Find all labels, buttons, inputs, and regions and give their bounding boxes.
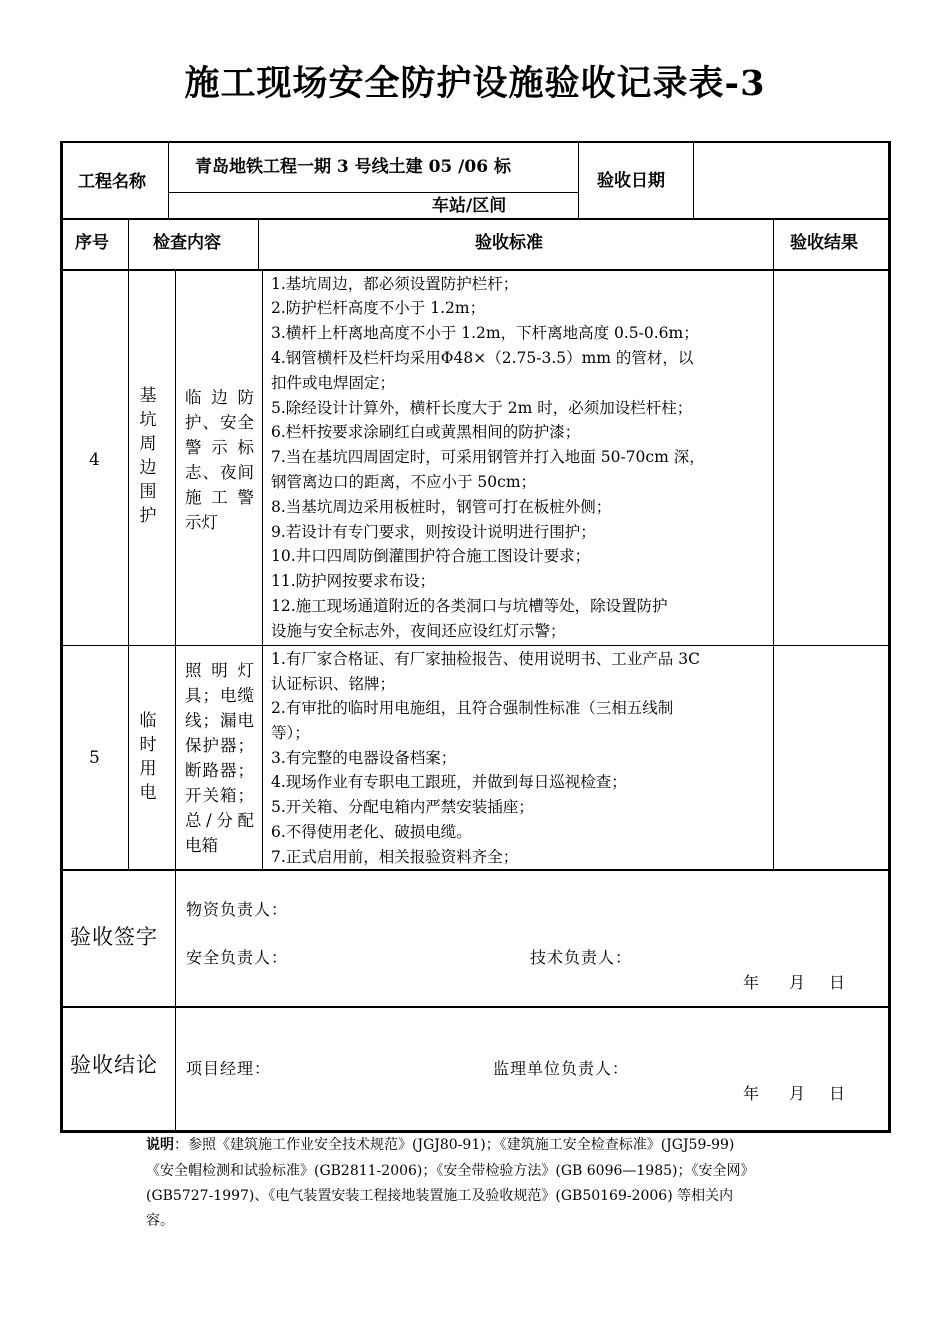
note-line: 《安全帽检测和试验标准》(GB2811-2006)；《安全带检验方法》(GB 6096—1985)；《安全网》 — [146, 1163, 755, 1179]
standard-line: 2.有审批的临时用电施组，且符合强制性标准（三相五线制 — [271, 699, 674, 717]
standard-line: 6.栏杆按要求涂刷红白或黄黑相间的防护漆； — [271, 423, 581, 441]
col-header-check: 检查内容 — [153, 233, 221, 253]
page-title: 施工现场安全防护设施验收记录表-3 — [184, 63, 766, 104]
project-manager-label: 项目经理： — [186, 1059, 272, 1078]
standard-line: 3.有完整的电器设备档案； — [271, 749, 457, 767]
signature-year: 年 — [743, 973, 760, 992]
standard-line: 1.基坑周边，都必须设置防护栏杆； — [271, 275, 519, 293]
standard-line: 设施与安全标志外，夜间还应设红灯示警； — [271, 622, 566, 640]
col-header-standard: 验收标准 — [475, 233, 543, 253]
note-line: 说明：参照《建筑施工作业安全技术规范》(JGJ80-91)；《建筑施工安全检查标准》(JGJ59-99) — [146, 1137, 735, 1153]
signature-month: 月 — [789, 973, 806, 992]
standard-line: 认证标识、铭牌； — [271, 675, 396, 693]
conclusion-month: 月 — [789, 1084, 806, 1103]
standard-line: 等）； — [271, 724, 310, 742]
standard-line: 7.正式启用前，相关报验资料齐全； — [271, 848, 519, 866]
standard-line: 8.当基坑周边采用板桩时，钢管可打在板桩外侧； — [271, 498, 612, 516]
standard-line: 12.施工现场通道附近的各类洞口与坑槽等处，除设置防护 — [271, 597, 668, 615]
inspection-date-label: 验收日期 — [597, 171, 665, 191]
row-5-content: 照明灯 具；电缆 线；漏电 保护器； 断路器； 开关箱； 总/分配 电箱 — [185, 661, 254, 855]
conclusion-day: 日 — [829, 1084, 846, 1103]
standard-line: 6.不得使用老化、破损电缆。 — [271, 823, 472, 841]
material-manager-label: 物资负责人： — [186, 900, 289, 919]
conclusion-label: 验收结论 — [70, 1053, 158, 1077]
standard-line: 钢管离边口的距离，不应小于 50cm； — [271, 473, 537, 491]
station-label: 车站/区间 — [432, 196, 507, 216]
conclusion-year: 年 — [743, 1084, 760, 1103]
row-4-item: 基坑周边围护 — [139, 386, 157, 526]
signature-day: 日 — [829, 973, 846, 992]
standard-line: 11.防护网按要求布设； — [271, 572, 436, 590]
standard-line: 4.现场作业有专职电工跟班，并做到每日巡视检查； — [271, 773, 627, 791]
supervisor-label: 监理单位负责人： — [493, 1059, 630, 1078]
row-5-item: 临时用电 — [139, 711, 157, 803]
row-4-content: 临边防 护、安全 警示标 志、夜间 施工警 示灯 — [185, 388, 254, 532]
row-4-number: 4 — [89, 450, 100, 470]
signature-label: 验收签字 — [70, 925, 158, 949]
col-header-no: 序号 — [75, 233, 109, 253]
standard-line: 1.有厂家合格证、有厂家抽检报告、使用说明书、工业产品 3C — [271, 650, 700, 668]
standard-line: 5.除经设计计算外，横杆长度大于 2m 时，必须加设栏杆柱； — [271, 399, 693, 417]
standard-line: 10.井口四周防倒灌围护符合施工图设计要求； — [271, 547, 591, 565]
standard-line: 9.若设计有专门要求，则按设计说明进行围护； — [271, 523, 596, 541]
row-5-number: 5 — [89, 748, 100, 768]
standard-line: 4.钢管横杆及栏杆均采用Φ48×（2.75-3.5）mm 的管材，以 — [271, 349, 694, 367]
note-label: 说明 — [146, 1137, 174, 1153]
standard-line: 5.开关箱、分配电箱内严禁安装插座； — [271, 798, 534, 816]
col-header-result: 验收结果 — [790, 233, 858, 253]
note-line: 容。 — [146, 1213, 174, 1229]
note-line: (GB5727-1997)、《电气装置安装工程接地装置施工及验收规范》(GB50169-2006) 等相关内 — [146, 1188, 734, 1204]
safety-manager-label: 安全负责人： — [186, 948, 289, 967]
standard-line: 扣件或电焊固定； — [271, 374, 396, 392]
standard-line: 2.防护栏杆高度不小于 1.2m； — [271, 299, 486, 317]
tech-manager-label: 技术负责人： — [530, 948, 633, 967]
project-name-value: 青岛地铁工程一期 3 号线土建 05 /06 标 — [195, 157, 511, 177]
standard-line: 7.当在基坑四周固定时，可采用钢管并打入地面 50-70cm 深， — [271, 448, 705, 466]
standard-line: 3.横杆上杆离地高度不小于 1.2m，下杆离地高度 0.5-0.6m； — [271, 324, 699, 342]
project-name-label: 工程名称 — [78, 172, 146, 192]
